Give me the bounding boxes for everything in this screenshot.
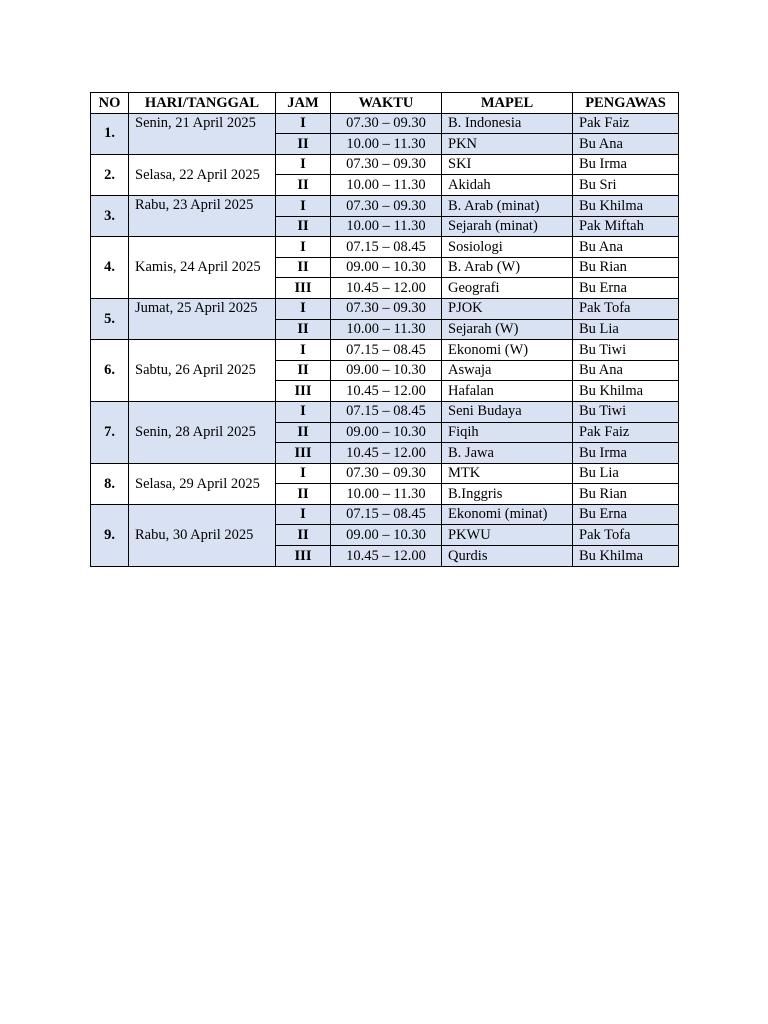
day-number: 9. (91, 504, 129, 566)
session-mapel: PJOK (442, 298, 573, 319)
session-jam: II (276, 216, 331, 237)
session-jam: I (276, 463, 331, 484)
session-waktu: 09.00 – 10.30 (331, 422, 442, 443)
header-hari-tanggal: HARI/TANGGAL (129, 93, 276, 114)
day-group (91, 463, 679, 504)
session-jam: I (276, 401, 331, 422)
session-mapel: Sosiologi (442, 237, 573, 258)
session-mapel: B. Jawa (442, 443, 573, 464)
day-number: 2. (91, 154, 129, 195)
session-jam: II (276, 484, 331, 505)
session-mapel: Fiqih (442, 422, 573, 443)
session-jam: II (276, 257, 331, 278)
session-pengawas: Pak Miftah (573, 216, 679, 237)
session-jam: I (276, 298, 331, 319)
session-jam: III (276, 278, 331, 299)
session-mapel: B. Arab (minat) (442, 195, 573, 216)
table-row (91, 154, 679, 175)
session-pengawas: Bu Sri (573, 175, 679, 196)
session-mapel: Sejarah (W) (442, 319, 573, 340)
day-date: Senin, 21 April 2025 (129, 113, 276, 154)
session-pengawas: Bu Khilma (573, 381, 679, 402)
session-waktu: 07.30 – 09.30 (331, 195, 442, 216)
session-pengawas: Bu Lia (573, 463, 679, 484)
session-waktu: 10.45 – 12.00 (331, 443, 442, 464)
session-mapel: Sejarah (minat) (442, 216, 573, 237)
session-jam: II (276, 525, 331, 546)
day-date: Rabu, 30 April 2025 (129, 504, 276, 566)
session-waktu: 10.00 – 11.30 (331, 319, 442, 340)
header-row (91, 93, 679, 114)
table-row (91, 463, 679, 484)
table-row (91, 298, 679, 319)
session-pengawas: Bu Erna (573, 278, 679, 299)
day-group (91, 113, 679, 154)
session-waktu: 10.00 – 11.30 (331, 134, 442, 155)
day-number: 4. (91, 237, 129, 299)
session-mapel: B. Indonesia (442, 113, 573, 134)
table-row (91, 195, 679, 216)
session-waktu: 07.15 – 08.45 (331, 237, 442, 258)
header-waktu: WAKTU (331, 93, 442, 114)
session-mapel: Akidah (442, 175, 573, 196)
day-date: Rabu, 23 April 2025 (129, 195, 276, 236)
session-pengawas: Bu Ana (573, 360, 679, 381)
session-pengawas: Bu Tiwi (573, 340, 679, 361)
day-group (91, 298, 679, 339)
session-mapel: Hafalan (442, 381, 573, 402)
session-waktu: 07.15 – 08.45 (331, 504, 442, 525)
session-pengawas: Pak Tofa (573, 525, 679, 546)
table-row (91, 504, 679, 525)
day-group (91, 195, 679, 236)
day-group (91, 154, 679, 195)
day-group (91, 504, 679, 566)
day-date: Kamis, 24 April 2025 (129, 237, 276, 299)
day-number: 8. (91, 463, 129, 504)
table-row (91, 113, 679, 134)
session-pengawas: Bu Tiwi (573, 401, 679, 422)
session-mapel: Ekonomi (minat) (442, 504, 573, 525)
session-pengawas: Bu Rian (573, 484, 679, 505)
session-jam: II (276, 175, 331, 196)
session-waktu: 10.45 – 12.00 (331, 381, 442, 402)
session-jam: II (276, 360, 331, 381)
session-jam: II (276, 134, 331, 155)
day-number: 5. (91, 298, 129, 339)
session-jam: III (276, 546, 331, 567)
session-pengawas: Bu Khilma (573, 546, 679, 567)
session-mapel: B.Inggris (442, 484, 573, 505)
day-date: Sabtu, 26 April 2025 (129, 340, 276, 402)
day-group (91, 340, 679, 402)
day-date: Selasa, 29 April 2025 (129, 463, 276, 504)
session-jam: I (276, 340, 331, 361)
session-waktu: 07.30 – 09.30 (331, 298, 442, 319)
day-group (91, 401, 679, 463)
session-waktu: 10.45 – 12.00 (331, 278, 442, 299)
session-jam: II (276, 319, 331, 340)
session-mapel: Geografi (442, 278, 573, 299)
session-mapel: B. Arab (W) (442, 257, 573, 278)
session-waktu: 07.30 – 09.30 (331, 113, 442, 134)
day-number: 3. (91, 195, 129, 236)
header-no: NO (91, 93, 129, 114)
session-pengawas: Bu Irma (573, 154, 679, 175)
session-jam: I (276, 195, 331, 216)
session-mapel: SKI (442, 154, 573, 175)
header-mapel: MAPEL (442, 93, 573, 114)
exam-schedule-table (90, 92, 679, 567)
session-waktu: 09.00 – 10.30 (331, 360, 442, 381)
day-number: 7. (91, 401, 129, 463)
day-date: Senin, 28 April 2025 (129, 401, 276, 463)
table-row (91, 237, 679, 258)
session-waktu: 10.00 – 11.30 (331, 175, 442, 196)
table-row (91, 401, 679, 422)
session-jam: I (276, 504, 331, 525)
session-jam: I (276, 113, 331, 134)
session-jam: I (276, 237, 331, 258)
session-pengawas: Bu Ana (573, 134, 679, 155)
session-pengawas: Pak Tofa (573, 298, 679, 319)
table-header (91, 93, 679, 114)
session-mapel: Ekonomi (W) (442, 340, 573, 361)
session-waktu: 10.00 – 11.30 (331, 216, 442, 237)
session-waktu: 09.00 – 10.30 (331, 257, 442, 278)
session-mapel: PKWU (442, 525, 573, 546)
session-pengawas: Bu Irma (573, 443, 679, 464)
session-pengawas: Bu Ana (573, 237, 679, 258)
session-pengawas: Pak Faiz (573, 422, 679, 443)
session-mapel: Seni Budaya (442, 401, 573, 422)
session-mapel: PKN (442, 134, 573, 155)
session-pengawas: Bu Khilma (573, 195, 679, 216)
day-number: 6. (91, 340, 129, 402)
header-jam: JAM (276, 93, 331, 114)
session-waktu: 07.30 – 09.30 (331, 154, 442, 175)
session-waktu: 10.00 – 11.30 (331, 484, 442, 505)
session-waktu: 07.30 – 09.30 (331, 463, 442, 484)
session-pengawas: Bu Lia (573, 319, 679, 340)
day-date: Jumat, 25 April 2025 (129, 298, 276, 339)
session-jam: III (276, 443, 331, 464)
session-jam: I (276, 154, 331, 175)
session-mapel: Aswaja (442, 360, 573, 381)
session-jam: III (276, 381, 331, 402)
session-pengawas: Pak Faiz (573, 113, 679, 134)
session-waktu: 07.15 – 08.45 (331, 340, 442, 361)
session-pengawas: Bu Rian (573, 257, 679, 278)
session-mapel: MTK (442, 463, 573, 484)
session-pengawas: Bu Erna (573, 504, 679, 525)
day-date: Selasa, 22 April 2025 (129, 154, 276, 195)
header-pengawas: PENGAWAS (573, 93, 679, 114)
session-jam: II (276, 422, 331, 443)
day-group (91, 237, 679, 299)
session-waktu: 07.15 – 08.45 (331, 401, 442, 422)
table-row (91, 340, 679, 361)
session-waktu: 09.00 – 10.30 (331, 525, 442, 546)
session-waktu: 10.45 – 12.00 (331, 546, 442, 567)
day-number: 1. (91, 113, 129, 154)
session-mapel: Qurdis (442, 546, 573, 567)
